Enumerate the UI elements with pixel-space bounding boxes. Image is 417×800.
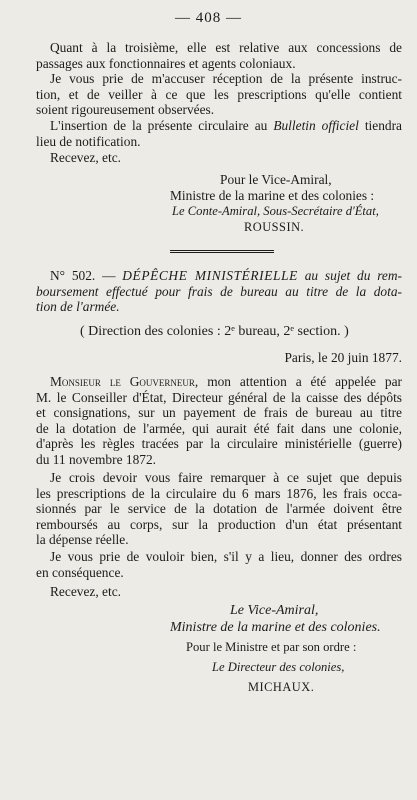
date-line: Paris, le 20 juin 1877. xyxy=(284,350,402,365)
text-line: tion de l'armée. xyxy=(36,299,120,315)
signature-line: Le Directeur des colonies, xyxy=(212,660,345,674)
text-line: les prescriptions de la circulaire du 6 mars 1876, les frais occa- xyxy=(36,485,402,501)
text-line: remboursés au corps, sur la production d'un état présentant xyxy=(36,516,402,532)
closing-recevez: Recevez, etc. xyxy=(50,150,121,165)
salutation: Monsieur le Gouverneur, xyxy=(50,374,199,389)
signature-line: Ministre de la marine et des colonies. xyxy=(170,620,381,635)
signature-line: Pour le Ministre et par son ordre : xyxy=(186,640,357,654)
signature-name: ROUSSIN. xyxy=(244,220,305,234)
text-line: tion, et de veiller à ce que les prescriptions qu'elle contient xyxy=(36,86,402,102)
text-line: Je crois devoir vous faire remarquer à ce sujet que depuis xyxy=(50,470,402,485)
paragraph-caisse xyxy=(36,374,402,468)
text-line: boursement effectué pour frais de bureau au titre de la dota- xyxy=(36,283,402,299)
paragraph-insertion xyxy=(36,118,402,149)
text-line: Monsieur le Gouverneur, mon attention a été appelée par xyxy=(50,374,402,389)
text-line: M. le Conseiller d'État, Directeur général de la caisse des dépôts xyxy=(36,389,402,405)
paragraph-third-point xyxy=(36,40,402,71)
text-line: Je vous prie de vouloir bien, s'il y a lieu, donner des ordres xyxy=(50,549,402,564)
page-number: — 408 — xyxy=(175,10,242,26)
section-divider xyxy=(170,250,274,253)
text-line: Je vous prie de m'accuser réception de la présente instruc- xyxy=(50,71,402,86)
text-line: passages aux fonctionnaires et agents coloniaux. xyxy=(36,55,296,71)
signature-line: Le Conte-Amiral, Sous-Secrétaire d'État, xyxy=(172,204,379,218)
document-heading xyxy=(36,268,402,315)
text-line: Quant à la troisième, elle est relative aux concessions de xyxy=(50,40,402,55)
paragraph-acknowledge xyxy=(36,71,402,118)
text-line: de la dotation de l'armée, qui aurait été fait dans une colonie, xyxy=(36,420,402,436)
text-line: du 11 novembre 1872. xyxy=(36,451,156,467)
text-line: en conséquence. xyxy=(36,564,124,580)
text-line: d'après les règles tracées par la circulaire ministérielle (guerre) xyxy=(36,436,402,452)
direction-line: ( Direction des colonies : 2ᵉ bureau, 2ᵉ section. ) xyxy=(80,324,349,339)
text-line: lieu de notification. xyxy=(36,133,141,149)
bulletin-title: Bulletin officiel xyxy=(273,118,359,133)
text-line: sionnés par le service de la dotation de l'armée doivent être xyxy=(36,501,402,517)
signature-name: MICHAUX. xyxy=(248,680,315,694)
paragraph-ordres xyxy=(36,549,402,580)
signature-line: Ministre de la marine et des colonies : xyxy=(170,188,375,203)
text-line: soient rigoureusement observées. xyxy=(36,102,215,118)
paragraph-remarque xyxy=(36,470,402,548)
text-line: et consignations, sur un payement de frais de bureau au titre xyxy=(36,405,402,421)
heading-title: DÉPÊCHE MINISTÉRIELLE xyxy=(122,268,298,283)
closing-recevez: Recevez, etc. xyxy=(50,584,121,599)
text-line: L'insertion de la présente circulaire au Bulletin officiel tiendra xyxy=(50,118,402,133)
text-line: la dépense réelle. xyxy=(36,532,129,548)
text-line: N° 502. — DÉPÊCHE MINISTÉRIELLE au sujet du rem- xyxy=(50,268,402,283)
signature-line: Le Vice-Amiral, xyxy=(230,603,319,618)
signature-line: Pour le Vice-Amiral, xyxy=(220,172,332,187)
